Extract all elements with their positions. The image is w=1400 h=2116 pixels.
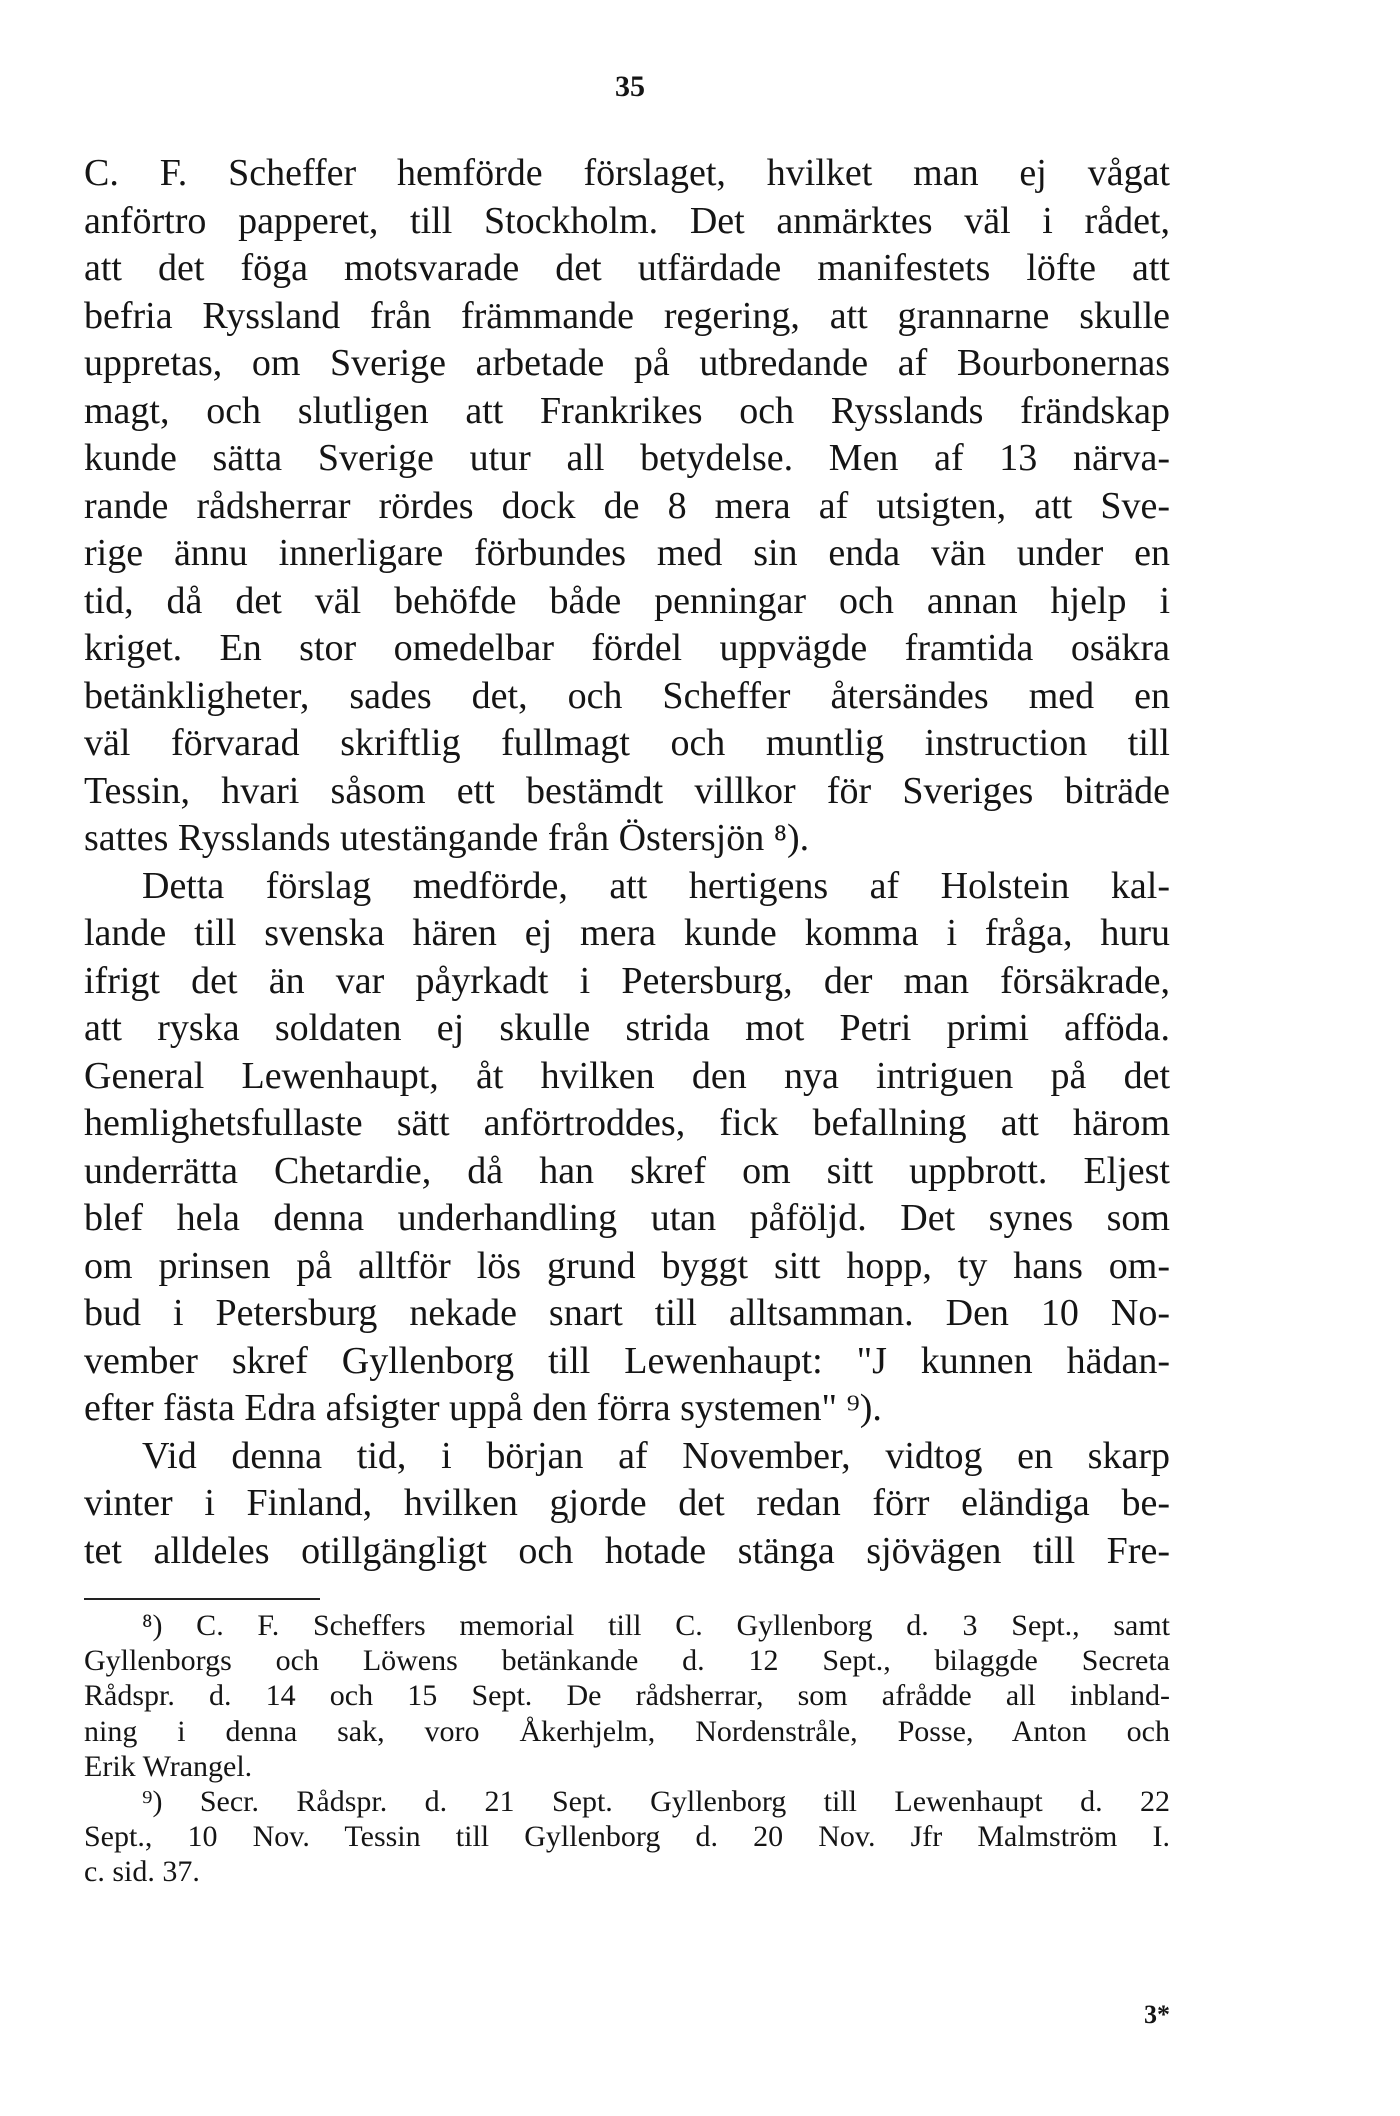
body-line: Tessin, hvari såsom ett bestämdt villkor för Sveriges biträde: [84, 769, 1170, 812]
footnotes: [84, 1608, 1170, 1890]
body-line: tet alldeles otillgängligt och hotade stänga sjövägen till Fre-: [84, 1529, 1170, 1572]
body-line: lande till svenska hären ej mera kunde komma i fråga, huru: [84, 912, 1170, 954]
footnote-line: c. sid. 37.: [84, 1855, 200, 1889]
body-line: rige ännu innerligare förbundes med sin enda vän under en: [84, 532, 1170, 574]
footnote-line: ⁹) Secr. Rådspr. d. 21 Sept. Gyllenborg till Lewenhaupt d. 22: [142, 1784, 1170, 1818]
body-line: rande rådsherrar rördes dock de 8 mera af utsigten, att Sve-: [84, 484, 1170, 527]
footnote-divider: [84, 1598, 320, 1600]
body-line: anförtro papperet, till Stockholm. Det anmärktes väl i rådet,: [84, 199, 1170, 242]
page-number: 35: [615, 70, 645, 103]
body-line: väl förvarad skriftlig fullmagt och muntlig instruction till: [84, 722, 1170, 764]
body-line: kriget. En stor omedelbar fördel uppvägde framtida osäkra: [84, 627, 1170, 669]
footnote-line: Erik Wrangel.: [84, 1749, 253, 1783]
body-line: magt, och slutligen att Frankrikes och Rysslands frändskap: [84, 389, 1170, 432]
body-line: befria Ryssland från främmande regering, att grannarne skulle: [84, 294, 1170, 337]
footnote-line: Gyllenborgs och Löwens betänkande d. 12 Sept., bilaggde Secreta: [84, 1644, 1170, 1678]
body-line: bud i Petersburg nekade snart till alltsamman. Den 10 No-: [84, 1292, 1170, 1334]
signature-mark: 3*: [1144, 2000, 1170, 2029]
body-line: sattes Rysslands utestängande från Östersjön ⁸).: [84, 817, 810, 859]
body-line: General Lewenhaupt, åt hvilken den nya intriguen på det: [84, 1054, 1170, 1097]
footnote-line: ⁸) C. F. Scheffers memorial till C. Gyllenborg d. 3 Sept., samt: [142, 1609, 1170, 1642]
body-line: kunde sätta Sverige utur all betydelse. Men af 13 närva-: [84, 437, 1170, 479]
footnote-line: ning i denna sak, voro Åkerhjelm, Nordenstråle, Posse, Anton och: [84, 1714, 1170, 1748]
body-line: att det föga motsvarade det utfärdade manifestets löfte att: [84, 247, 1170, 289]
body-line: efter fästa Edra afsigter uppå den förra systemen" ⁹).: [84, 1387, 882, 1429]
body-line: blef hela denna underhandling utan påföljd. Det synes som: [84, 1197, 1170, 1239]
body-line: Detta förslag medförde, att hertigens af Holstein kal-: [142, 864, 1170, 907]
body-line: underrätta Chetardie, då han skref om sitt uppbrott. Eljest: [84, 1149, 1170, 1192]
body-text: [84, 150, 1170, 1575]
body-line: C. F. Scheffer hemförde förslaget, hvilket man ej vågat: [84, 152, 1170, 194]
body-line: tid, då det väl behöfde både penningar och annan hjelp i: [84, 579, 1170, 622]
body-line: uppretas, om Sverige arbetade på utbredande af Bourbonernas: [84, 342, 1170, 384]
footnote-line: Sept., 10 Nov. Tessin till Gyllenborg d. 20 Nov. Jfr Malmström I.: [84, 1820, 1170, 1854]
body-line: hemlighetsfullaste sätt anförtroddes, fick befallning att härom: [84, 1102, 1170, 1144]
body-line: ifrigt det än var påyrkadt i Petersburg, der man försäkrade,: [84, 959, 1170, 1002]
body-line: betänkligheter, sades det, och Scheffer återsändes med en: [84, 674, 1170, 717]
body-line: vinter i Finland, hvilken gjorde det redan förr eländiga be-: [84, 1482, 1170, 1524]
body-line: att ryska soldaten ej skulle strida mot Petri primi afföda.: [84, 1007, 1170, 1049]
footnote-line: Rådspr. d. 14 och 15 Sept. De rådsherrar, som afrådde all inbland-: [84, 1679, 1170, 1713]
body-line: Vid denna tid, i början af November, vidtog en skarp: [142, 1434, 1170, 1477]
body-line: om prinsen på alltför lös grund byggt sitt hopp, ty hans om-: [84, 1244, 1170, 1287]
body-line: vember skref Gyllenborg till Lewenhaupt: "J kunnen hädan-: [84, 1339, 1170, 1382]
